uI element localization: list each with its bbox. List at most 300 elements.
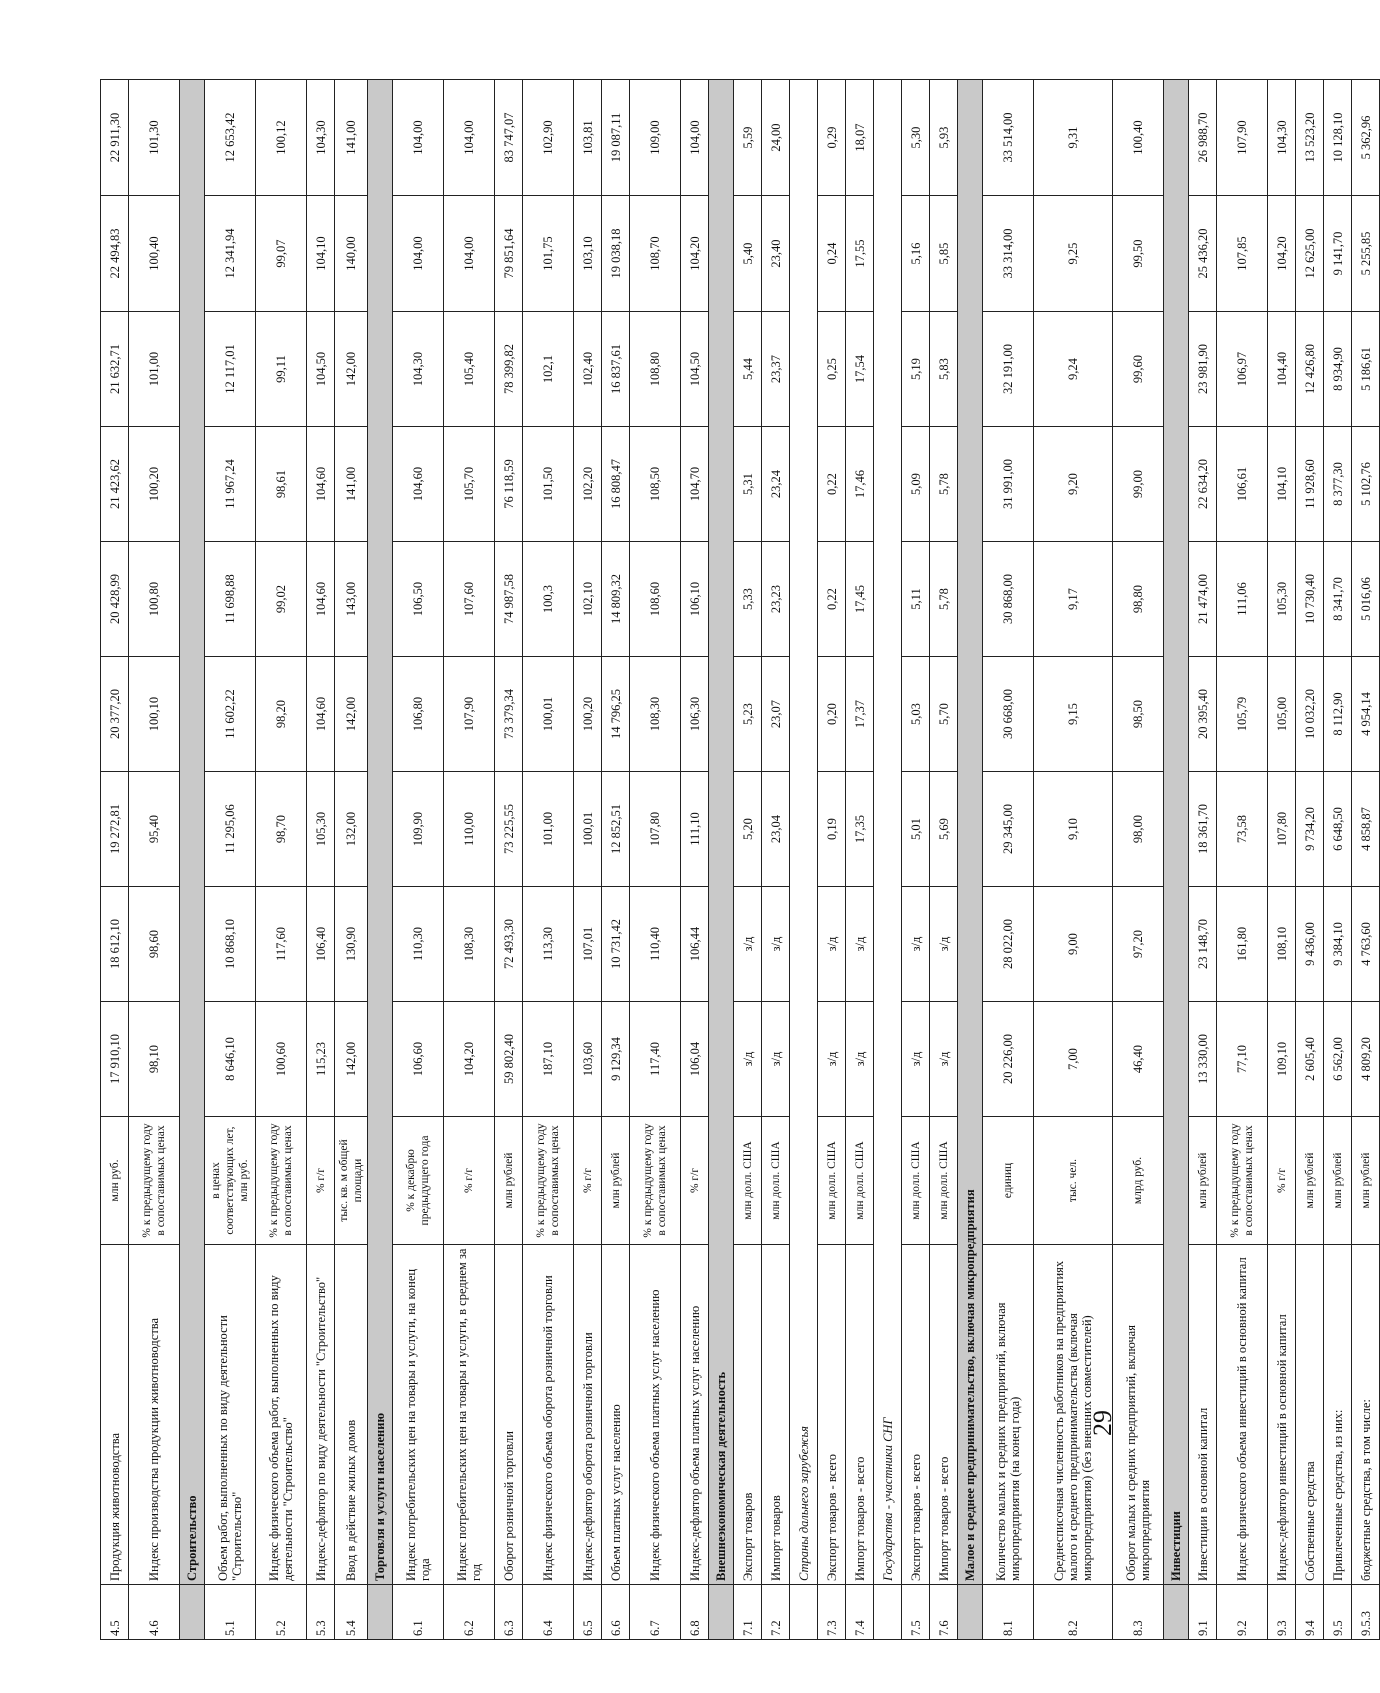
rotated-page xyxy=(100,80,1373,1640)
value-cell: 5,19 xyxy=(902,312,930,427)
value-cell: 11 928,60 xyxy=(1296,427,1324,542)
unit-cell: млн долл. США xyxy=(762,1117,790,1245)
table-row xyxy=(602,80,630,1640)
value-cell: 5,59 xyxy=(734,80,762,196)
table-row xyxy=(734,80,762,1640)
value-cell: 5,20 xyxy=(734,772,762,887)
value-cell: 0,29 xyxy=(818,80,846,196)
unit-cell: % к предыдущему году в сопоставимых ценах xyxy=(523,1117,574,1245)
table-row xyxy=(818,80,846,1640)
value-cell: 109,00 xyxy=(630,80,681,196)
subheading-row xyxy=(790,80,818,1640)
value-cell: 111,10 xyxy=(681,772,709,887)
value-cell: 5 255,85 xyxy=(1352,196,1380,312)
value-cell: 28 022,00 xyxy=(983,887,1034,1002)
value-cell: 106,97 xyxy=(1217,312,1268,427)
unit-cell: % г/г xyxy=(307,1117,335,1245)
value-cell: 18 612,10 xyxy=(101,887,129,1002)
row-index: 6.4 xyxy=(523,1585,574,1640)
indicator-name: Индекс физического объема инвестиций в основной капитал xyxy=(1217,1245,1268,1585)
value-cell: 107,80 xyxy=(630,772,681,887)
indicator-name: бюджетные средства, в том числе: xyxy=(1352,1245,1380,1585)
value-cell: 19 038,18 xyxy=(602,196,630,312)
value-cell: 108,30 xyxy=(630,657,681,772)
row-index: 8.2 xyxy=(1034,1585,1113,1640)
value-cell: 5,09 xyxy=(902,427,930,542)
value-cell: 19 087,11 xyxy=(602,80,630,196)
value-cell: 5,16 xyxy=(902,196,930,312)
value-cell: 10 128,10 xyxy=(1324,80,1352,196)
value-cell: з/д xyxy=(930,1002,958,1117)
value-cell: з/д xyxy=(846,887,874,1002)
table-row xyxy=(495,80,523,1640)
row-index: 6.3 xyxy=(495,1585,523,1640)
value-cell: 5 186,61 xyxy=(1352,312,1380,427)
value-cell: 8 112,90 xyxy=(1324,657,1352,772)
value-cell: 104,30 xyxy=(393,312,444,427)
value-cell: 9 436,00 xyxy=(1296,887,1324,1002)
value-cell: 104,60 xyxy=(307,657,335,772)
value-cell: 105,70 xyxy=(444,427,495,542)
row-index: 8.1 xyxy=(983,1585,1034,1640)
section-index-cell xyxy=(368,1585,393,1640)
value-cell: з/д xyxy=(818,887,846,1002)
row-index: 9.2 xyxy=(1217,1585,1268,1640)
value-cell: 4 954,14 xyxy=(1352,657,1380,772)
value-cell: 9 384,10 xyxy=(1324,887,1352,1002)
section-row xyxy=(958,80,983,1640)
section-row xyxy=(709,80,734,1640)
value-cell: 100,40 xyxy=(1113,80,1164,196)
value-cell: 106,60 xyxy=(393,1002,444,1117)
value-cell: 100,01 xyxy=(523,657,574,772)
value-cell: 13 330,00 xyxy=(1189,1002,1217,1117)
value-cell: 104,00 xyxy=(444,80,495,196)
unit-cell: % г/г xyxy=(444,1117,495,1245)
value-cell: 14 809,32 xyxy=(602,542,630,657)
value-cell: 140,00 xyxy=(335,196,368,312)
value-cell: 106,40 xyxy=(307,887,335,1002)
value-cell: 17,54 xyxy=(846,312,874,427)
value-cell: 14 796,25 xyxy=(602,657,630,772)
table-row xyxy=(1352,80,1380,1640)
value-cell: 102,40 xyxy=(574,312,602,427)
unit-cell: млн рублей xyxy=(1189,1117,1217,1245)
value-cell: з/д xyxy=(846,1002,874,1117)
value-cell: 142,00 xyxy=(335,1002,368,1117)
table-row xyxy=(902,80,930,1640)
value-cell: 12 625,00 xyxy=(1296,196,1324,312)
table-row xyxy=(205,80,256,1640)
value-cell: 104,30 xyxy=(1268,80,1296,196)
value-cell: 141,00 xyxy=(335,427,368,542)
table-row xyxy=(846,80,874,1640)
value-cell: 73 225,55 xyxy=(495,772,523,887)
value-cell: 77,10 xyxy=(1217,1002,1268,1117)
table-row xyxy=(1034,80,1113,1640)
value-cell: 5,85 xyxy=(930,196,958,312)
value-cell: 109,10 xyxy=(1268,1002,1296,1117)
value-cell: 2 605,40 xyxy=(1296,1002,1324,1117)
value-cell: 108,80 xyxy=(630,312,681,427)
subheading-index-cell xyxy=(790,1585,818,1640)
value-cell: 106,61 xyxy=(1217,427,1268,542)
table-row xyxy=(574,80,602,1640)
value-cell: 5,78 xyxy=(930,427,958,542)
value-cell: 104,00 xyxy=(444,196,495,312)
value-cell: 17 910,10 xyxy=(101,1002,129,1117)
table-row xyxy=(630,80,681,1640)
row-index: 7.5 xyxy=(902,1585,930,1640)
table-row xyxy=(101,80,129,1640)
row-index: 6.7 xyxy=(630,1585,681,1640)
value-cell: 115,23 xyxy=(307,1002,335,1117)
value-cell: 111,06 xyxy=(1217,542,1268,657)
value-cell: 101,30 xyxy=(129,80,180,196)
value-cell: з/д xyxy=(818,1002,846,1117)
value-cell: 5,44 xyxy=(734,312,762,427)
unit-cell: % г/г xyxy=(574,1117,602,1245)
value-cell: 101,00 xyxy=(523,772,574,887)
indicator-name: Ввод в действие жилых домов xyxy=(335,1245,368,1585)
value-cell: 11 295,06 xyxy=(205,772,256,887)
value-cell: 104,50 xyxy=(307,312,335,427)
unit-cell: млн рублей xyxy=(1324,1117,1352,1245)
value-cell: 9,20 xyxy=(1034,427,1113,542)
value-cell: 18,07 xyxy=(846,80,874,196)
indicator-name: Собственные средства xyxy=(1296,1245,1324,1585)
value-cell: 74 987,58 xyxy=(495,542,523,657)
section-title: Инвестиции xyxy=(1164,80,1189,1585)
value-cell: 98,50 xyxy=(1113,657,1164,772)
value-cell: 22 911,30 xyxy=(101,80,129,196)
value-cell: 24,00 xyxy=(762,80,790,196)
value-cell: з/д xyxy=(734,1002,762,1117)
section-row xyxy=(180,80,205,1640)
indicator-name: Индекс-дефлятор по виду деятельности "Строительство" xyxy=(307,1245,335,1585)
row-index: 7.4 xyxy=(846,1585,874,1640)
value-cell: 5,11 xyxy=(902,542,930,657)
row-index: 7.6 xyxy=(930,1585,958,1640)
value-cell: 99,02 xyxy=(256,542,307,657)
value-cell: з/д xyxy=(762,887,790,1002)
value-cell: 0,22 xyxy=(818,427,846,542)
value-cell: 104,00 xyxy=(681,80,709,196)
value-cell: 19 272,81 xyxy=(101,772,129,887)
row-index: 5.3 xyxy=(307,1585,335,1640)
row-index: 6.8 xyxy=(681,1585,709,1640)
value-cell: 21 474,00 xyxy=(1189,542,1217,657)
value-cell: 20 226,00 xyxy=(983,1002,1034,1117)
value-cell: 12 852,51 xyxy=(602,772,630,887)
indicator-name: Индекс физического объема работ, выполненных по виду деятельности "Строительство" xyxy=(256,1245,307,1585)
value-cell: 11 698,88 xyxy=(205,542,256,657)
indicator-name: Импорт товаров - всего xyxy=(846,1245,874,1585)
value-cell: 9,00 xyxy=(1034,887,1113,1002)
value-cell: 5 016,06 xyxy=(1352,542,1380,657)
section-title: Торговля и услуги населению xyxy=(368,80,393,1585)
value-cell: 100,80 xyxy=(129,542,180,657)
row-index: 6.2 xyxy=(444,1585,495,1640)
value-cell: 46,40 xyxy=(1113,1002,1164,1117)
value-cell: 20 428,99 xyxy=(101,542,129,657)
value-cell: 130,90 xyxy=(335,887,368,1002)
indicator-name: Индекс потребительских цен на товары и услуги, в среднем за год xyxy=(444,1245,495,1585)
indicator-name: Индекс-дефлятор оборота розничной торговли xyxy=(574,1245,602,1585)
section-title: Строительство xyxy=(180,80,205,1585)
table-row xyxy=(393,80,444,1640)
value-cell: 98,10 xyxy=(129,1002,180,1117)
row-index: 8.3 xyxy=(1113,1585,1164,1640)
unit-cell: млн долл. США xyxy=(846,1117,874,1245)
value-cell: 12 426,80 xyxy=(1296,312,1324,427)
value-cell: 23 981,90 xyxy=(1189,312,1217,427)
value-cell: 5,83 xyxy=(930,312,958,427)
value-cell: 102,20 xyxy=(574,427,602,542)
value-cell: 9 734,20 xyxy=(1296,772,1324,887)
indicator-name: Инвестиции в основной капитал xyxy=(1189,1245,1217,1585)
value-cell: 11 602,22 xyxy=(205,657,256,772)
value-cell: 98,61 xyxy=(256,427,307,542)
value-cell: 100,20 xyxy=(574,657,602,772)
value-cell: 18 361,70 xyxy=(1189,772,1217,887)
value-cell: 105,30 xyxy=(307,772,335,887)
row-index: 9.1 xyxy=(1189,1585,1217,1640)
value-cell: 25 436,20 xyxy=(1189,196,1217,312)
value-cell: 83 747,07 xyxy=(495,80,523,196)
value-cell: 23 148,70 xyxy=(1189,887,1217,1002)
value-cell: 21 423,62 xyxy=(101,427,129,542)
unit-cell: млн рублей xyxy=(602,1117,630,1245)
value-cell: 100,01 xyxy=(574,772,602,887)
value-cell: 109,90 xyxy=(393,772,444,887)
value-cell: 29 345,00 xyxy=(983,772,1034,887)
value-cell: 95,40 xyxy=(129,772,180,887)
row-index: 5.1 xyxy=(205,1585,256,1640)
value-cell: 9,10 xyxy=(1034,772,1113,887)
unit-cell: % к предыдущему году в сопоставимых ценах xyxy=(256,1117,307,1245)
subheading-index-cell xyxy=(874,1585,902,1640)
value-cell: 59 802,40 xyxy=(495,1002,523,1117)
value-cell: 11 967,24 xyxy=(205,427,256,542)
value-cell: 9 141,70 xyxy=(1324,196,1352,312)
value-cell: 98,00 xyxy=(1113,772,1164,887)
value-cell: 8 377,30 xyxy=(1324,427,1352,542)
value-cell: 9,31 xyxy=(1034,80,1113,196)
value-cell: 100,12 xyxy=(256,80,307,196)
value-cell: 5,03 xyxy=(902,657,930,772)
value-cell: 13 523,20 xyxy=(1296,80,1324,196)
indicator-name: Импорт товаров - всего xyxy=(930,1245,958,1585)
value-cell: 106,04 xyxy=(681,1002,709,1117)
value-cell: 9,24 xyxy=(1034,312,1113,427)
value-cell: 102,10 xyxy=(574,542,602,657)
unit-cell: млрд руб. xyxy=(1113,1117,1164,1245)
value-cell: 76 118,59 xyxy=(495,427,523,542)
section-title: Внешнеэкономическая деятельность xyxy=(709,80,734,1585)
unit-cell: тыс. кв. м общей площади xyxy=(335,1117,368,1245)
indicator-name: Привлеченные средства, из них: xyxy=(1324,1245,1352,1585)
table-body xyxy=(101,80,1380,1640)
value-cell: 104,50 xyxy=(681,312,709,427)
value-cell: 30 668,00 xyxy=(983,657,1034,772)
value-cell: 72 493,30 xyxy=(495,887,523,1002)
value-cell: 0,25 xyxy=(818,312,846,427)
table-row xyxy=(256,80,307,1640)
unit-cell: млн руб. xyxy=(101,1117,129,1245)
section-title: Малое и среднее предпринимательство, включая микропредприятия xyxy=(958,80,983,1585)
value-cell: 17,37 xyxy=(846,657,874,772)
section-row xyxy=(368,80,393,1640)
value-cell: 5,78 xyxy=(930,542,958,657)
indicator-name: Объем платных услуг населению xyxy=(602,1245,630,1585)
section-index-cell xyxy=(1164,1585,1189,1640)
indicator-name: Импорт товаров xyxy=(762,1245,790,1585)
table-row xyxy=(1296,80,1324,1640)
row-index: 6.1 xyxy=(393,1585,444,1640)
value-cell: 0,19 xyxy=(818,772,846,887)
value-cell: 30 868,00 xyxy=(983,542,1034,657)
value-cell: 5,70 xyxy=(930,657,958,772)
value-cell: 99,60 xyxy=(1113,312,1164,427)
value-cell: 31 991,00 xyxy=(983,427,1034,542)
value-cell: 110,30 xyxy=(393,887,444,1002)
value-cell: 33 514,00 xyxy=(983,80,1034,196)
value-cell: 7,00 xyxy=(1034,1002,1113,1117)
subheading-title: Страны дальнего зарубежья xyxy=(790,80,818,1585)
value-cell: 0,24 xyxy=(818,196,846,312)
table-row xyxy=(762,80,790,1640)
value-cell: 23,23 xyxy=(762,542,790,657)
indicator-name: Оборот малых и средних предприятий, включая микропредприятия xyxy=(1113,1245,1164,1585)
value-cell: 6 648,50 xyxy=(1324,772,1352,887)
unit-cell: % г/г xyxy=(1268,1117,1296,1245)
value-cell: 16 837,61 xyxy=(602,312,630,427)
value-cell: 0,20 xyxy=(818,657,846,772)
indicator-name: Среднесписочная численность работников на предприятиях малого и среднего предпринимательства (включая микропредприятия) (без внешних совместителей) xyxy=(1034,1245,1113,1585)
value-cell: 105,40 xyxy=(444,312,495,427)
value-cell: 5,31 xyxy=(734,427,762,542)
row-index: 9.3 xyxy=(1268,1585,1296,1640)
unit-cell: единиц xyxy=(983,1117,1034,1245)
row-index: 4.5 xyxy=(101,1585,129,1640)
value-cell: 97,20 xyxy=(1113,887,1164,1002)
unit-cell: % к предыдущему году в сопоставимых ценах xyxy=(1217,1117,1268,1245)
unit-cell: % к декабрю предыдущего года xyxy=(393,1117,444,1245)
value-cell: 104,10 xyxy=(1268,427,1296,542)
value-cell: 110,40 xyxy=(630,887,681,1002)
value-cell: 9,25 xyxy=(1034,196,1113,312)
unit-cell: в ценах соответствующих лет, млн руб. xyxy=(205,1117,256,1245)
value-cell: 73,58 xyxy=(1217,772,1268,887)
value-cell: 6 562,00 xyxy=(1324,1002,1352,1117)
value-cell: 10 730,40 xyxy=(1296,542,1324,657)
table-row xyxy=(444,80,495,1640)
unit-cell: млн долл. США xyxy=(902,1117,930,1245)
value-cell: 9,15 xyxy=(1034,657,1113,772)
forecast-table xyxy=(100,79,1380,1640)
value-cell: 108,10 xyxy=(1268,887,1296,1002)
value-cell: 107,01 xyxy=(574,887,602,1002)
value-cell: 103,81 xyxy=(574,80,602,196)
table-row xyxy=(523,80,574,1640)
row-index: 5.4 xyxy=(335,1585,368,1640)
value-cell: 113,30 xyxy=(523,887,574,1002)
table-row xyxy=(681,80,709,1640)
value-cell: 102,1 xyxy=(523,312,574,427)
value-cell: 110,00 xyxy=(444,772,495,887)
value-cell: 101,00 xyxy=(129,312,180,427)
value-cell: 117,60 xyxy=(256,887,307,1002)
value-cell: 108,30 xyxy=(444,887,495,1002)
indicator-name: Количество малых и средних предприятий, включая микропредприятия (на конец года) xyxy=(983,1245,1034,1585)
value-cell: 79 851,64 xyxy=(495,196,523,312)
unit-cell: млн рублей xyxy=(1296,1117,1324,1245)
indicator-name: Индекс потребительских цен на товары и услуги, на конец года xyxy=(393,1245,444,1585)
indicator-name: Экспорт товаров - всего xyxy=(902,1245,930,1585)
unit-cell: тыс. чел. xyxy=(1034,1117,1113,1245)
table-row xyxy=(1268,80,1296,1640)
value-cell: 108,50 xyxy=(630,427,681,542)
table-row xyxy=(307,80,335,1640)
indicator-name: Индекс-дефлятор инвестиций в основной капитал xyxy=(1268,1245,1296,1585)
value-cell: 105,00 xyxy=(1268,657,1296,772)
value-cell: 100,60 xyxy=(256,1002,307,1117)
unit-cell: % к предыдущему году в сопоставимых ценах xyxy=(630,1117,681,1245)
value-cell: 8 341,70 xyxy=(1324,542,1352,657)
table-row xyxy=(1217,80,1268,1640)
value-cell: 12 117,01 xyxy=(205,312,256,427)
indicator-name: Индекс производства продукции животноводства xyxy=(129,1245,180,1585)
value-cell: 98,80 xyxy=(1113,542,1164,657)
value-cell: 5,23 xyxy=(734,657,762,772)
value-cell: 106,80 xyxy=(393,657,444,772)
value-cell: 100,3 xyxy=(523,542,574,657)
row-index: 6.5 xyxy=(574,1585,602,1640)
value-cell: 105,79 xyxy=(1217,657,1268,772)
value-cell: 107,90 xyxy=(444,657,495,772)
unit-cell: млн долл. США xyxy=(818,1117,846,1245)
row-index: 9.5.3 xyxy=(1352,1585,1380,1640)
value-cell: з/д xyxy=(762,1002,790,1117)
value-cell: 142,00 xyxy=(335,657,368,772)
value-cell: 100,20 xyxy=(129,427,180,542)
section-index-cell xyxy=(958,1585,983,1640)
indicator-name: Оборот розничной торговли xyxy=(495,1245,523,1585)
value-cell: 106,44 xyxy=(681,887,709,1002)
value-cell: 104,20 xyxy=(1268,196,1296,312)
value-cell: 33 314,00 xyxy=(983,196,1034,312)
value-cell: 17,55 xyxy=(846,196,874,312)
table-row xyxy=(335,80,368,1640)
value-cell: 106,50 xyxy=(393,542,444,657)
value-cell: 78 399,82 xyxy=(495,312,523,427)
value-cell: з/д xyxy=(930,887,958,1002)
value-cell: 143,00 xyxy=(335,542,368,657)
value-cell: 8 934,90 xyxy=(1324,312,1352,427)
section-row xyxy=(1164,80,1189,1640)
value-cell: 26 988,70 xyxy=(1189,80,1217,196)
value-cell: 187,10 xyxy=(523,1002,574,1117)
value-cell: 99,11 xyxy=(256,312,307,427)
value-cell: 132,00 xyxy=(335,772,368,887)
table-row xyxy=(129,80,180,1640)
value-cell: 73 379,34 xyxy=(495,657,523,772)
value-cell: 5,01 xyxy=(902,772,930,887)
unit-cell: млн рублей xyxy=(495,1117,523,1245)
value-cell: 5,93 xyxy=(930,80,958,196)
value-cell: з/д xyxy=(902,887,930,1002)
